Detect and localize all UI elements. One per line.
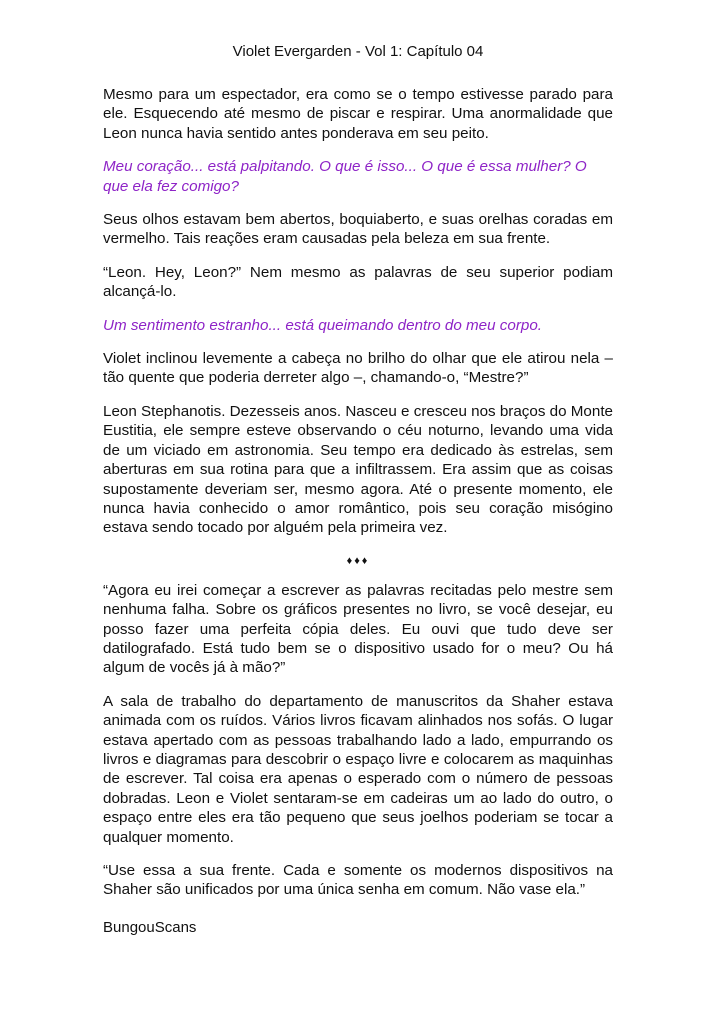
paragraph-3: “Leon. Hey, Leon?” Nem mesmo as palavras de seu superior podiam alcançá-lo. (103, 263, 613, 301)
thought-paragraph-2: Um sentimento estranho... está queimando dentro do meu corpo. (103, 316, 542, 334)
paragraph-8: “Use essa a sua frente. Cada e somente os modernos dispositivos na Shaher são unificados por uma única senha em comum. Não vase ela.” (103, 862, 613, 899)
thought-paragraph-1: Meu coração... está palpitando. O que é isso... O que é essa mulher? O que ela fez comigo? (103, 158, 587, 195)
paragraph-4: Violet inclinou levemente a cabeça no brilho do olhar que ele atirou nela – tão quente que poderia derreter algo –, chamando-o, “Mestre?” (103, 350, 613, 387)
paragraph-6: “Agora eu irei começar a escrever as palavras recitadas pelo mestre sem nenhuma falha. Sobre os gráficos presentes no livro, se você desejar, eu posso fazer uma perfeita cópia deles. Eu ouvi que tudo deve ser datilografado. Está tudo bem se o dispositivo usado for o meu? Ou há algum de vocês já à mão?” (103, 581, 613, 677)
scanlator-credit: BungouScans (103, 918, 197, 936)
section-separator: ♦♦♦ (346, 554, 370, 567)
paragraph-5: Leon Stephanotis. Dezesseis anos. Nasceu e cresceu nos braços do Monte Eustitia, ele sempre esteve observando o céu noturno, levando uma vida de um viciado em astronomia. Seu tempo era dedicado às estrelas, sem aberturas em sua rotina para que a infiltrassem. Era assim que as coisas supostamente deveriam ser, mesmo agora. Até o presente momento, ele nunca havia conhecido o amor romântico, pois seu coração misógino estava sendo tocado por alguém pela primeira vez. (103, 402, 613, 537)
paragraph-1: Mesmo para um espectador, era como se o tempo estivesse parado para ele. Esquecendo até mesmo de piscar e respirar. Uma anormalidade que Leon nunca havia sentido antes ponderava em seu peito. (103, 86, 613, 142)
paragraph-7: A sala de trabalho do departamento de manuscritos da Shaher estava animada com os ruídos. Vários livros ficavam alinhados nos sofás. O lugar estava apertado com as pessoas trabalhando lado a lado, empurrando os livros e diagramas para descobrir o espaço livre e colocarem as maquinhas de escrever. Tal coisa era apenas o esperado com o número de pessoas dobradas. Leon e Violet sentaram-se em cadeiras um ao lado do outro, o espaço entre eles era tão pequeno que seus joelhos poderiam se tocar a qualquer momento. (103, 692, 613, 846)
page-title: Violet Evergarden - Vol 1: Capítulo 04 (232, 43, 484, 60)
paragraph-2: Seus olhos estavam bem abertos, boquiaberto, e suas orelhas coradas em vermelho. Tais reações eram causadas pela beleza em sua frente. (103, 211, 613, 248)
